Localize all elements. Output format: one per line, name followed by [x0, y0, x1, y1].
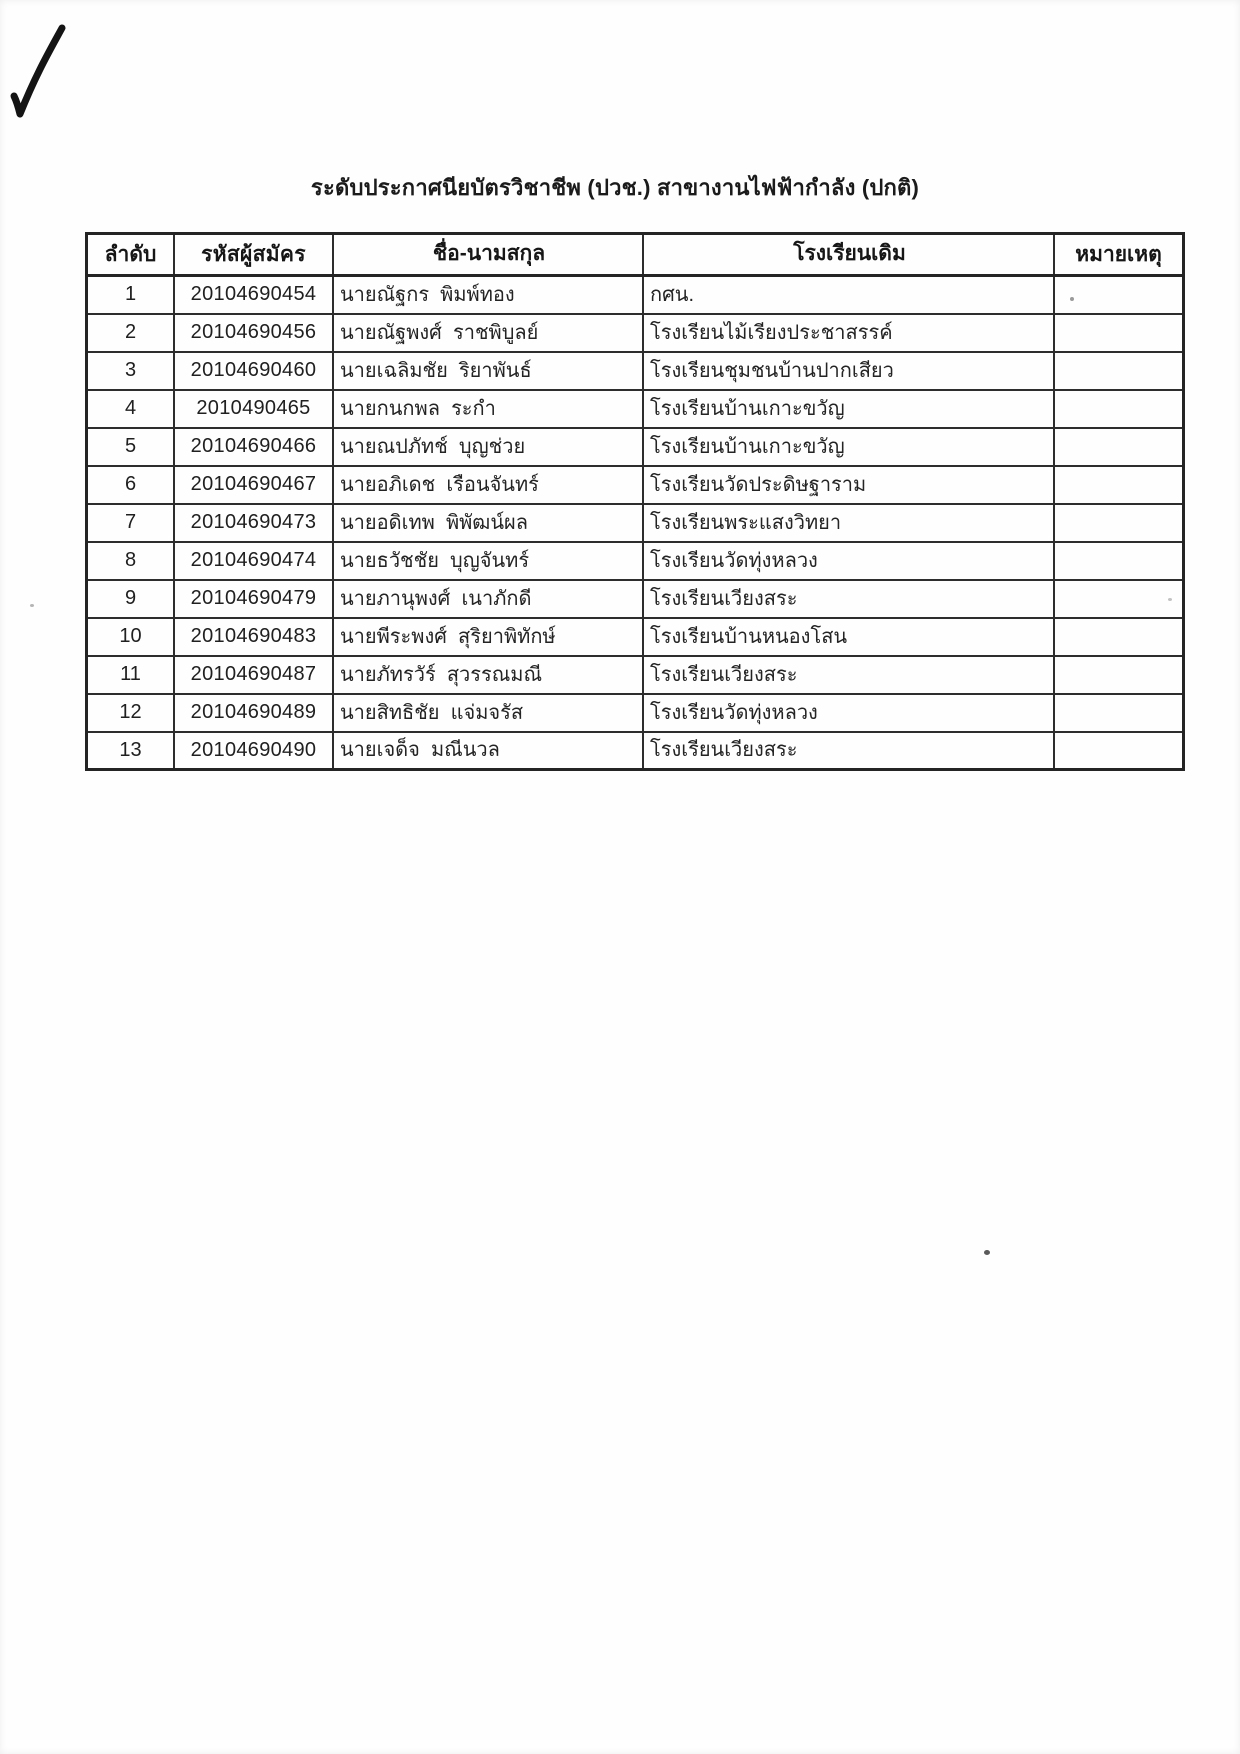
- table-header: [87, 234, 1184, 276]
- table-row: [87, 352, 1184, 390]
- table-row: [87, 428, 1184, 466]
- cell-former_school: โรงเรียนไม้เรียงประชาสรรค์: [643, 314, 1054, 352]
- cell-name: นายเจด็จ มณีนวล: [333, 732, 643, 770]
- cell-applicant_id: 2010490465: [174, 390, 333, 428]
- cell-applicant_id: 20104690466: [174, 428, 333, 466]
- cell-applicant_id: 20104690489: [174, 694, 333, 732]
- cell-former_school: โรงเรียนเวียงสระ: [643, 580, 1054, 618]
- cell-no: 6: [87, 466, 175, 504]
- cell-applicant_id: 20104690454: [174, 276, 333, 314]
- column-header: โรงเรียนเดิม: [643, 234, 1054, 276]
- cell-remark: [1054, 542, 1184, 580]
- table-row: [87, 314, 1184, 352]
- cell-name: นายพีระพงศ์ สุริยาพิทักษ์: [333, 618, 643, 656]
- cell-no: 9: [87, 580, 175, 618]
- cell-remark: [1054, 732, 1184, 770]
- cell-former_school: โรงเรียนวัดประดิษฐาราม: [643, 466, 1054, 504]
- page-title: ระดับประกาศนียบัตรวิชาชีพ (ปวช.) สาขางานไฟฟ้ากำลัง (ปกติ): [310, 175, 920, 200]
- cell-former_school: โรงเรียนเวียงสระ: [643, 732, 1054, 770]
- cell-no: 4: [87, 390, 175, 428]
- cell-remark: [1054, 694, 1184, 732]
- cell-former_school: กศน.: [643, 276, 1054, 314]
- table-row: [87, 656, 1184, 694]
- cell-no: 3: [87, 352, 175, 390]
- table-row: [87, 732, 1184, 770]
- table-row: [87, 276, 1184, 314]
- cell-applicant_id: 20104690467: [174, 466, 333, 504]
- scan-speck: [1168, 598, 1172, 601]
- table-row: [87, 618, 1184, 656]
- cell-former_school: โรงเรียนบ้านเกาะขวัญ: [643, 428, 1054, 466]
- cell-no: 8: [87, 542, 175, 580]
- cell-name: นายณปภัทช์ บุญช่วย: [333, 428, 643, 466]
- cell-applicant_id: 20104690474: [174, 542, 333, 580]
- cell-name: นายสิทธิชัย แจ่มจรัส: [333, 694, 643, 732]
- cell-no: 12: [87, 694, 175, 732]
- pen-mark-artifact: [0, 22, 90, 122]
- cell-remark: [1054, 618, 1184, 656]
- cell-former_school: โรงเรียนวัดทุ่งหลวง: [643, 694, 1054, 732]
- cell-no: 13: [87, 732, 175, 770]
- cell-applicant_id: 20104690456: [174, 314, 333, 352]
- cell-applicant_id: 20104690483: [174, 618, 333, 656]
- cell-remark: [1054, 504, 1184, 542]
- cell-remark: [1054, 390, 1184, 428]
- cell-name: นายอภิเดช เรือนจันทร์: [333, 466, 643, 504]
- cell-remark: [1054, 580, 1184, 618]
- cell-no: 1: [87, 276, 175, 314]
- table-row: [87, 694, 1184, 732]
- cell-name: นายกนกพล ระกำ: [333, 390, 643, 428]
- cell-former_school: โรงเรียนเวียงสระ: [643, 656, 1054, 694]
- cell-former_school: โรงเรียนวัดทุ่งหลวง: [643, 542, 1054, 580]
- cell-no: 11: [87, 656, 175, 694]
- cell-remark: [1054, 314, 1184, 352]
- cell-remark: [1054, 352, 1184, 390]
- cell-former_school: โรงเรียนบ้านหนองโสน: [643, 618, 1054, 656]
- cell-remark: [1054, 276, 1184, 314]
- column-header: ชื่อ-นามสกุล: [333, 234, 643, 276]
- cell-name: นายภานุพงศ์ เนาภักดี: [333, 580, 643, 618]
- cell-no: 10: [87, 618, 175, 656]
- cell-remark: [1054, 656, 1184, 694]
- cell-former_school: โรงเรียนชุมชนบ้านปากเสียว: [643, 352, 1054, 390]
- cell-name: นายณัฐพงศ์ ราชพิบูลย์: [333, 314, 643, 352]
- cell-applicant_id: 20104690479: [174, 580, 333, 618]
- table-body: [87, 276, 1184, 770]
- cell-remark: [1054, 428, 1184, 466]
- column-header: หมายเหตุ: [1054, 234, 1184, 276]
- cell-former_school: โรงเรียนบ้านเกาะขวัญ: [643, 390, 1054, 428]
- column-header: รหัสผู้สมัคร: [174, 234, 333, 276]
- table-row: [87, 580, 1184, 618]
- cell-name: นายอดิเทพ พิพัฒน์ผล: [333, 504, 643, 542]
- table-header-row: [87, 234, 1184, 276]
- scan-speck: [30, 604, 34, 607]
- table-row: [87, 542, 1184, 580]
- table-row: [87, 504, 1184, 542]
- scan-speck: [1070, 297, 1074, 301]
- cell-applicant_id: 20104690473: [174, 504, 333, 542]
- cell-name: นายธวัชชัย บุญจันทร์: [333, 542, 643, 580]
- scan-speck: [984, 1250, 990, 1255]
- cell-name: นายภัทรวัร์ สุวรรณมณี: [333, 656, 643, 694]
- cell-no: 7: [87, 504, 175, 542]
- cell-no: 5: [87, 428, 175, 466]
- cell-applicant_id: 20104690487: [174, 656, 333, 694]
- cell-name: นายณัฐกร พิมพ์ทอง: [333, 276, 643, 314]
- applicant-table: [85, 232, 1185, 771]
- cell-former_school: โรงเรียนพระแสงวิทยา: [643, 504, 1054, 542]
- cell-remark: [1054, 466, 1184, 504]
- cell-name: นายเฉลิมชัย ริยาพันธ์: [333, 352, 643, 390]
- table-row: [87, 466, 1184, 504]
- cell-no: 2: [87, 314, 175, 352]
- column-header: ลำดับ: [87, 234, 175, 276]
- cell-applicant_id: 20104690460: [174, 352, 333, 390]
- table-row: [87, 390, 1184, 428]
- cell-applicant_id: 20104690490: [174, 732, 333, 770]
